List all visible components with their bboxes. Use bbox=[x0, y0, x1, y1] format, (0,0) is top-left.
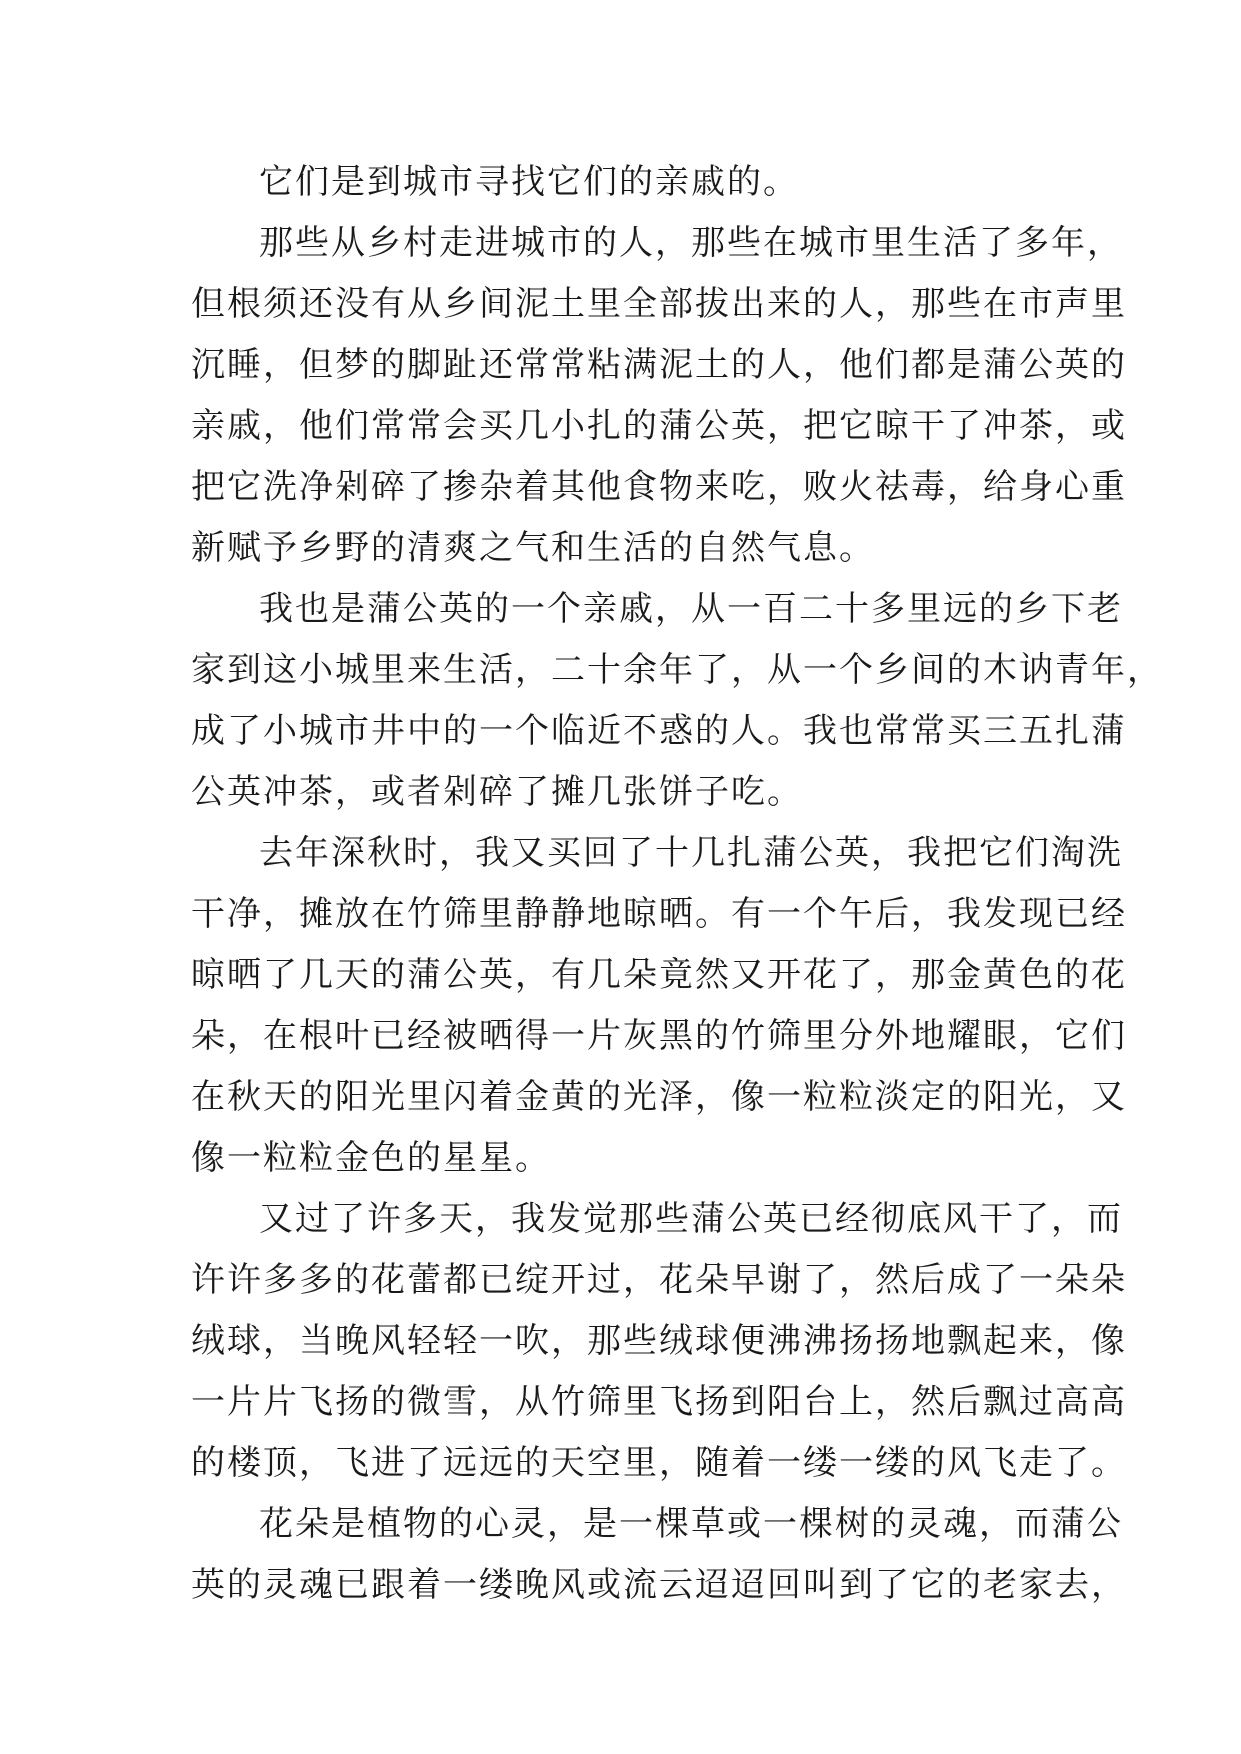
text-line: 我也是蒲公英的一个亲戚，从一百二十多里远的乡下老 bbox=[259, 589, 1123, 629]
text-line: 家到这小城里来生活，二十余年了，从一个乡间的木讷青年， bbox=[191, 650, 1163, 690]
text-line: 把它洗净剁碎了掺杂着其他食物来吃，败火祛毒，给身心重 bbox=[191, 467, 1127, 507]
text-line: 公英冲茶，或者剁碎了摊几张饼子吃。 bbox=[191, 772, 803, 812]
text-line: 它们是到城市寻找它们的亲戚的。 bbox=[259, 162, 799, 202]
text-line: 新赋予乡野的清爽之气和生活的自然气息。 bbox=[191, 528, 875, 568]
text-line: 像一粒粒金色的星星。 bbox=[191, 1138, 551, 1178]
text-line: 晾晒了几天的蒲公英，有几朵竟然又开花了，那金黄色的花 bbox=[191, 955, 1127, 995]
text-line: 一片片飞扬的微雪，从竹筛里飞扬到阳台上，然后飘过高高 bbox=[191, 1382, 1127, 1422]
text-line: 在秋天的阳光里闪着金黄的光泽，像一粒粒淡定的阳光，又 bbox=[191, 1077, 1127, 1117]
text-line: 花朵是植物的心灵，是一棵草或一棵树的灵魂，而蒲公 bbox=[259, 1504, 1123, 1544]
text-line: 英的灵魂已跟着一缕晚风或流云迢迢回叫到了它的老家去， bbox=[191, 1565, 1127, 1605]
body-text bbox=[191, 152, 1163, 1616]
text-line: 成了小城市井中的一个临近不惑的人。我也常常买三五扎蒲 bbox=[191, 711, 1127, 751]
text-line: 亲戚，他们常常会买几小扎的蒲公英，把它晾干了冲茶，或 bbox=[191, 406, 1127, 446]
text-line: 绒球，当晚风轻轻一吹，那些绒球便沸沸扬扬地飘起来，像 bbox=[191, 1321, 1127, 1361]
text-line: 但根须还没有从乡间泥土里全部拔出来的人，那些在市声里 bbox=[191, 284, 1127, 324]
text-line: 又过了许多天，我发觉那些蒲公英已经彻底风干了，而 bbox=[259, 1199, 1123, 1239]
text-line: 朵，在根叶已经被晒得一片灰黑的竹筛里分外地耀眼，它们 bbox=[191, 1016, 1127, 1056]
text-line: 沉睡，但梦的脚趾还常常粘满泥土的人，他们都是蒲公英的 bbox=[191, 345, 1127, 385]
text-line: 干净，摊放在竹筛里静静地晾晒。有一个午后，我发现已经 bbox=[191, 894, 1127, 934]
text-line: 的楼顶，飞进了远远的天空里，随着一缕一缕的风飞走了。 bbox=[191, 1443, 1127, 1483]
text-line: 那些从乡村走进城市的人，那些在城市里生活了多年， bbox=[259, 223, 1123, 263]
text-line: 许许多多的花蕾都已绽开过，花朵早谢了，然后成了一朵朵 bbox=[191, 1260, 1127, 1300]
text-line: 去年深秋时，我又买回了十几扎蒲公英，我把它们淘洗 bbox=[259, 833, 1123, 873]
